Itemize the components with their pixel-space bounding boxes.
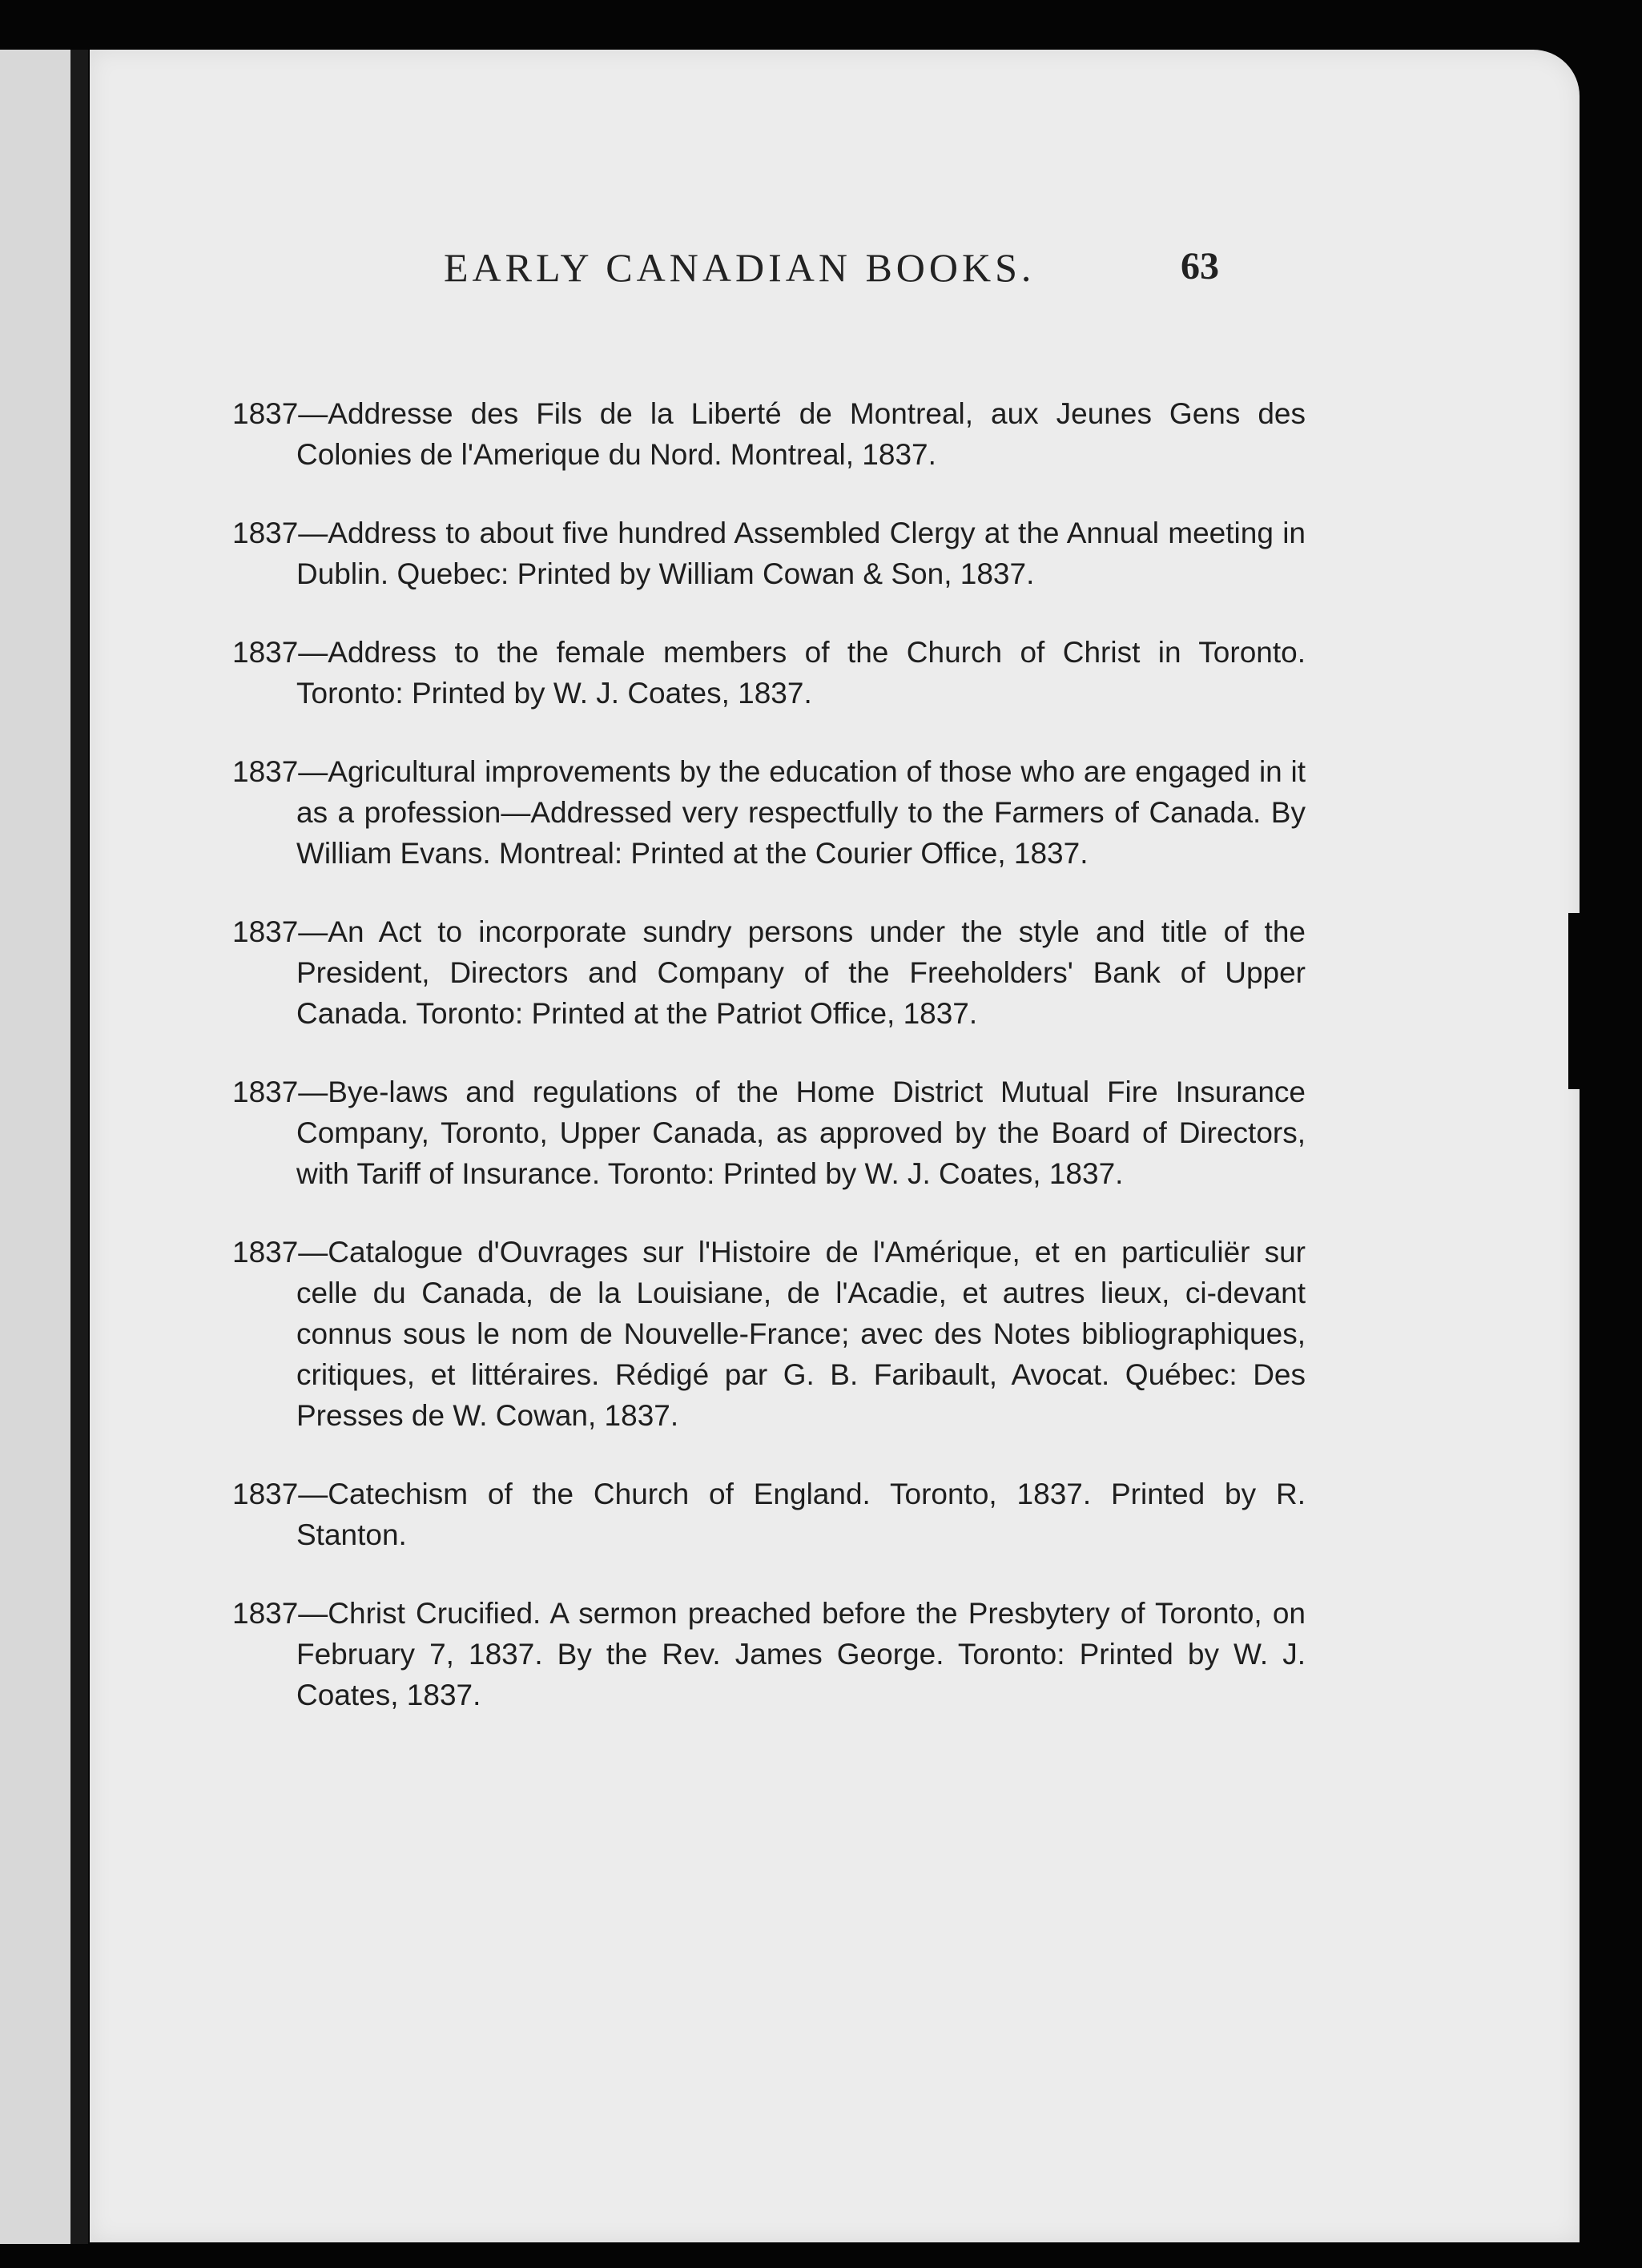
bibliography-entry: 1837—Addresse des Fils de la Liberté de Montreal, aux Jeunes Gens des Colonies de l'Amerique du Nord. Montreal, 1837.: [232, 397, 1306, 471]
bibliography-entry: 1837—Address to the female members of the Church of Christ in Toronto. Toronto: Printed by W. J. Coates, 1837.: [232, 636, 1306, 710]
book-gutter: [70, 50, 88, 2244]
bibliography-entry: 1837—Bye-laws and regulations of the Home District Mutual Fire Insurance Company, Toronto, Upper Canada, as approved by the Board of Directors, with Tariff of Insurance. Toronto: Printed by W. J. Coates, 1837.: [232, 1076, 1306, 1190]
running-title: EARLY CANADIAN BOOKS.: [444, 245, 1036, 290]
bibliography-entry: 1837—Christ Crucified. A sermon preached before the Presbytery of Toronto, on February 7, 1837. By the Rev. James George. Toronto: Printed by W. J. Coates, 1837.: [232, 1597, 1306, 1711]
bibliography-entry: 1837—Address to about five hundred Assembled Clergy at the Annual meeting in Dublin. Quebec: Printed by William Cowan & Son, 1837.: [232, 517, 1306, 590]
bibliography-list: [232, 364, 1306, 1715]
bibliography-entry: 1837—Catechism of the Church of England. Toronto, 1837. Printed by R. Stanton.: [232, 1478, 1306, 1551]
bibliography-entry: 1837—An Act to incorporate sundry persons under the style and title of the President, Directors and Company of the Freeholders' Bank of Upper Canada. Toronto: Printed at the Patriot Office, 1837.: [232, 915, 1306, 1030]
bibliography-entry: 1837—Catalogue d'Ouvrages sur l'Histoire de l'Amérique, et en particuliër sur celle du Canada, de la Louisiane, de l'Acadie, et autres lieux, ci-devant connus sous le nom de Nouvelle-France; avec des Notes bibliographiques, critiques, et littéraires. Rédigé par G. B. Faribault, Avocat. Québec: Des Presses de W. Cowan, 1837.: [232, 1236, 1306, 1432]
book-page: [90, 50, 1580, 2242]
page-edge-notch: [1568, 913, 1583, 1089]
page-header: [90, 244, 1580, 300]
bibliography-entry: 1837—Agricultural improvements by the education of those who are engaged in it as a profession—Addressed very respectfully to the Farmers of Canada. By William Evans. Montreal: Printed at the Courier Office, 1837.: [232, 755, 1306, 870]
facing-page-edge: [0, 50, 70, 2244]
page-number: 63: [1181, 245, 1219, 288]
